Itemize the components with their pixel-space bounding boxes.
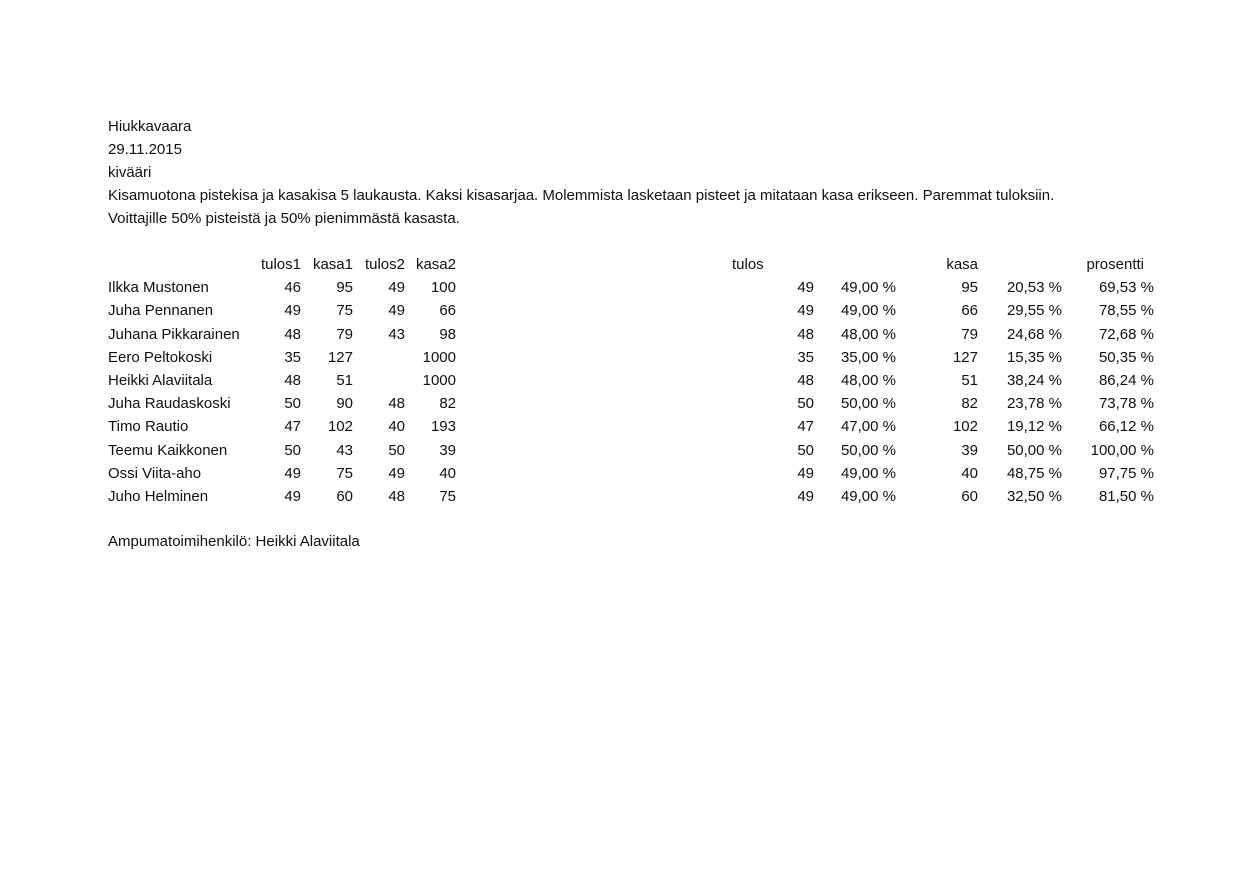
kasa-pct-cell: 23,78 %	[1006, 395, 1062, 413]
results-table-row	[108, 392, 456, 415]
kasa2-cell: 98	[439, 325, 456, 343]
kasa2-cell: 39	[439, 441, 456, 459]
tulos2-cell: 49	[388, 279, 405, 297]
kasa1-cell: 75	[336, 302, 353, 320]
kasa1-cell: 90	[336, 395, 353, 413]
results-table-row	[108, 323, 456, 346]
scores-table-row	[708, 485, 1154, 508]
tulos1-cell: 47	[284, 418, 301, 436]
kasa-pct-cell: 48,75 %	[1006, 464, 1062, 482]
player-name-cell: Teemu Kaikkonen	[108, 441, 228, 459]
scores-table-row	[708, 439, 1154, 462]
kasa-pct-cell: 24,68 %	[1006, 325, 1062, 343]
tulos-cell: 49	[797, 302, 814, 320]
tulos2-cell: 43	[388, 325, 405, 343]
tulos-cell: 48	[797, 325, 814, 343]
kasa1-column-header: kasa1	[312, 256, 353, 274]
prosentti-cell: 72,68 %	[1098, 325, 1154, 343]
kasa-pct-column-header	[978, 253, 1062, 276]
tulos-cell: 48	[797, 372, 814, 390]
tulos2-column-header: tulos2	[364, 256, 405, 274]
scores-header-row	[708, 253, 1154, 276]
prosentti-cell: 78,55 %	[1098, 302, 1154, 320]
kasa-cell: 51	[961, 372, 978, 390]
scores-table-row	[708, 392, 1154, 415]
tulos1-cell: 50	[284, 441, 301, 459]
tulos-cell: 49	[797, 464, 814, 482]
results-table-row	[108, 439, 456, 462]
scores-table-row	[708, 415, 1154, 438]
kasa-cell: 60	[961, 487, 978, 505]
weapon-text: kivääri	[108, 164, 152, 181]
kasa1-cell: 127	[327, 348, 353, 366]
location-text: Hiukkavaara	[108, 118, 192, 135]
prosentti-cell: 97,75 %	[1098, 464, 1154, 482]
kasa1-cell: 95	[336, 279, 353, 297]
tulos-pct-cell: 50,00 %	[840, 441, 896, 459]
player-name-cell: Juha Raudaskoski	[108, 395, 231, 413]
kasa-pct-cell: 19,12 %	[1006, 418, 1062, 436]
tulos-cell: 50	[797, 395, 814, 413]
tulos-cell: 49	[797, 487, 814, 505]
results-header-row	[108, 253, 456, 276]
player-name-cell: Juho Helminen	[108, 487, 209, 505]
official-text: Ampumatoimihenkilö: Heikki Alaviitala	[108, 533, 360, 550]
kasa-column-header: kasa	[946, 256, 978, 274]
kasa2-column-header: kasa2	[415, 256, 456, 274]
player-name-cell: Juha Pennanen	[108, 302, 214, 320]
tulos-cell: 35	[797, 348, 814, 366]
date-text: 29.11.2015	[108, 141, 182, 158]
tulos2-cell: 49	[388, 464, 405, 482]
kasa2-cell: 1000	[422, 348, 456, 366]
results-table	[108, 253, 456, 508]
scores-table-row	[708, 276, 1154, 299]
scores-table-row	[708, 346, 1154, 369]
scores-table-row	[708, 369, 1154, 392]
tulos2-cell: 40	[388, 418, 405, 436]
kasa1-cell: 43	[336, 441, 353, 459]
kasa2-cell: 82	[439, 395, 456, 413]
results-table-row	[108, 299, 456, 322]
tulos-column-header: tulos	[732, 256, 764, 274]
description-text: Kisamuotona pistekisa ja kasakisa 5 laukausta. Kaksi kisasarjaa. Molemmista lasketaan pisteet ja mitataan kasa erikseen. Paremmat tuloksiin. Voittajille 50% pisteistä ja 50% pienimmästä kasasta.	[108, 187, 1055, 227]
tulos2-cell	[353, 346, 405, 369]
kasa-pct-cell: 20,53 %	[1006, 279, 1062, 297]
kasa2-cell: 75	[439, 487, 456, 505]
tulos1-cell: 48	[284, 372, 301, 390]
kasa-cell: 39	[961, 441, 978, 459]
kasa-pct-cell: 32,50 %	[1006, 487, 1062, 505]
name-column-header	[108, 253, 252, 276]
tulos-cell: 47	[797, 418, 814, 436]
tulos-pct-cell: 35,00 %	[840, 348, 896, 366]
results-table-row	[108, 369, 456, 392]
player-name-cell: Ilkka Mustonen	[108, 279, 209, 297]
player-name-cell: Timo Rautio	[108, 418, 189, 436]
player-name-cell: Eero Peltokoski	[108, 348, 213, 366]
tulos2-cell: 48	[388, 487, 405, 505]
tulos2-cell	[353, 369, 405, 392]
kasa-cell: 127	[952, 348, 978, 366]
results-table-row	[108, 415, 456, 438]
kasa-cell: 95	[961, 279, 978, 297]
tulos-cell: 50	[797, 441, 814, 459]
kasa2-cell: 66	[439, 302, 456, 320]
results-table-row	[108, 346, 456, 369]
tulos-pct-cell: 50,00 %	[840, 395, 896, 413]
tulos-pct-cell: 49,00 %	[840, 279, 896, 297]
scores-table	[708, 253, 1154, 508]
scores-table-row	[708, 462, 1154, 485]
tulos-cell: 49	[797, 279, 814, 297]
scores-table-row	[708, 323, 1154, 346]
kasa2-cell: 100	[430, 279, 456, 297]
kasa1-cell: 75	[336, 464, 353, 482]
prosentti-cell: 66,12 %	[1098, 418, 1154, 436]
tulos-pct-cell: 49,00 %	[840, 464, 896, 482]
prosentti-cell: 73,78 %	[1098, 395, 1154, 413]
tulos-pct-column-header	[814, 253, 896, 276]
tulos2-cell: 49	[388, 302, 405, 320]
tulos1-cell: 48	[284, 325, 301, 343]
prosentti-cell: 69,53 %	[1098, 279, 1154, 297]
kasa-cell: 66	[961, 302, 978, 320]
kasa2-cell: 40	[439, 464, 456, 482]
tulos1-column-header: tulos1	[260, 256, 301, 274]
kasa-cell: 82	[961, 395, 978, 413]
tulos1-cell: 49	[284, 487, 301, 505]
player-name-cell: Juhana Pikkarainen	[108, 325, 240, 343]
kasa2-cell: 193	[430, 418, 456, 436]
tulos1-cell: 49	[284, 302, 301, 320]
document-header	[108, 115, 1088, 230]
tulos-pct-cell: 49,00 %	[840, 487, 896, 505]
kasa1-cell: 51	[336, 372, 353, 390]
tulos2-cell: 48	[388, 395, 405, 413]
tulos-pct-cell: 49,00 %	[840, 302, 896, 320]
kasa-pct-cell: 38,24 %	[1006, 372, 1062, 390]
results-table-row	[108, 276, 456, 299]
kasa1-cell: 102	[327, 418, 353, 436]
tulos-pct-cell: 47,00 %	[840, 418, 896, 436]
prosentti-column-header: prosentti	[1086, 256, 1144, 274]
tulos2-cell: 50	[388, 441, 405, 459]
prosentti-cell: 86,24 %	[1098, 372, 1154, 390]
tulos-pct-cell: 48,00 %	[840, 372, 896, 390]
player-name-cell: Ossi Viita-aho	[108, 464, 202, 482]
kasa-cell: 79	[961, 325, 978, 343]
kasa1-cell: 79	[336, 325, 353, 343]
kasa1-cell: 60	[336, 487, 353, 505]
kasa-pct-cell: 15,35 %	[1006, 348, 1062, 366]
results-table-row	[108, 462, 456, 485]
kasa-pct-cell: 50,00 %	[1006, 441, 1062, 459]
kasa-pct-cell: 29,55 %	[1006, 302, 1062, 320]
tulos1-cell: 35	[284, 348, 301, 366]
tulos1-cell: 49	[284, 464, 301, 482]
kasa-cell: 40	[961, 464, 978, 482]
tulos-pct-cell: 48,00 %	[840, 325, 896, 343]
kasa-cell: 102	[952, 418, 978, 436]
scores-table-row	[708, 299, 1154, 322]
kasa2-cell: 1000	[422, 372, 456, 390]
prosentti-cell: 100,00 %	[1090, 441, 1154, 459]
results-table-row	[108, 485, 456, 508]
tulos1-cell: 46	[284, 279, 301, 297]
tulos1-cell: 50	[284, 395, 301, 413]
prosentti-cell: 50,35 %	[1098, 348, 1154, 366]
prosentti-cell: 81,50 %	[1098, 487, 1154, 505]
player-name-cell: Heikki Alaviitala	[108, 372, 213, 390]
